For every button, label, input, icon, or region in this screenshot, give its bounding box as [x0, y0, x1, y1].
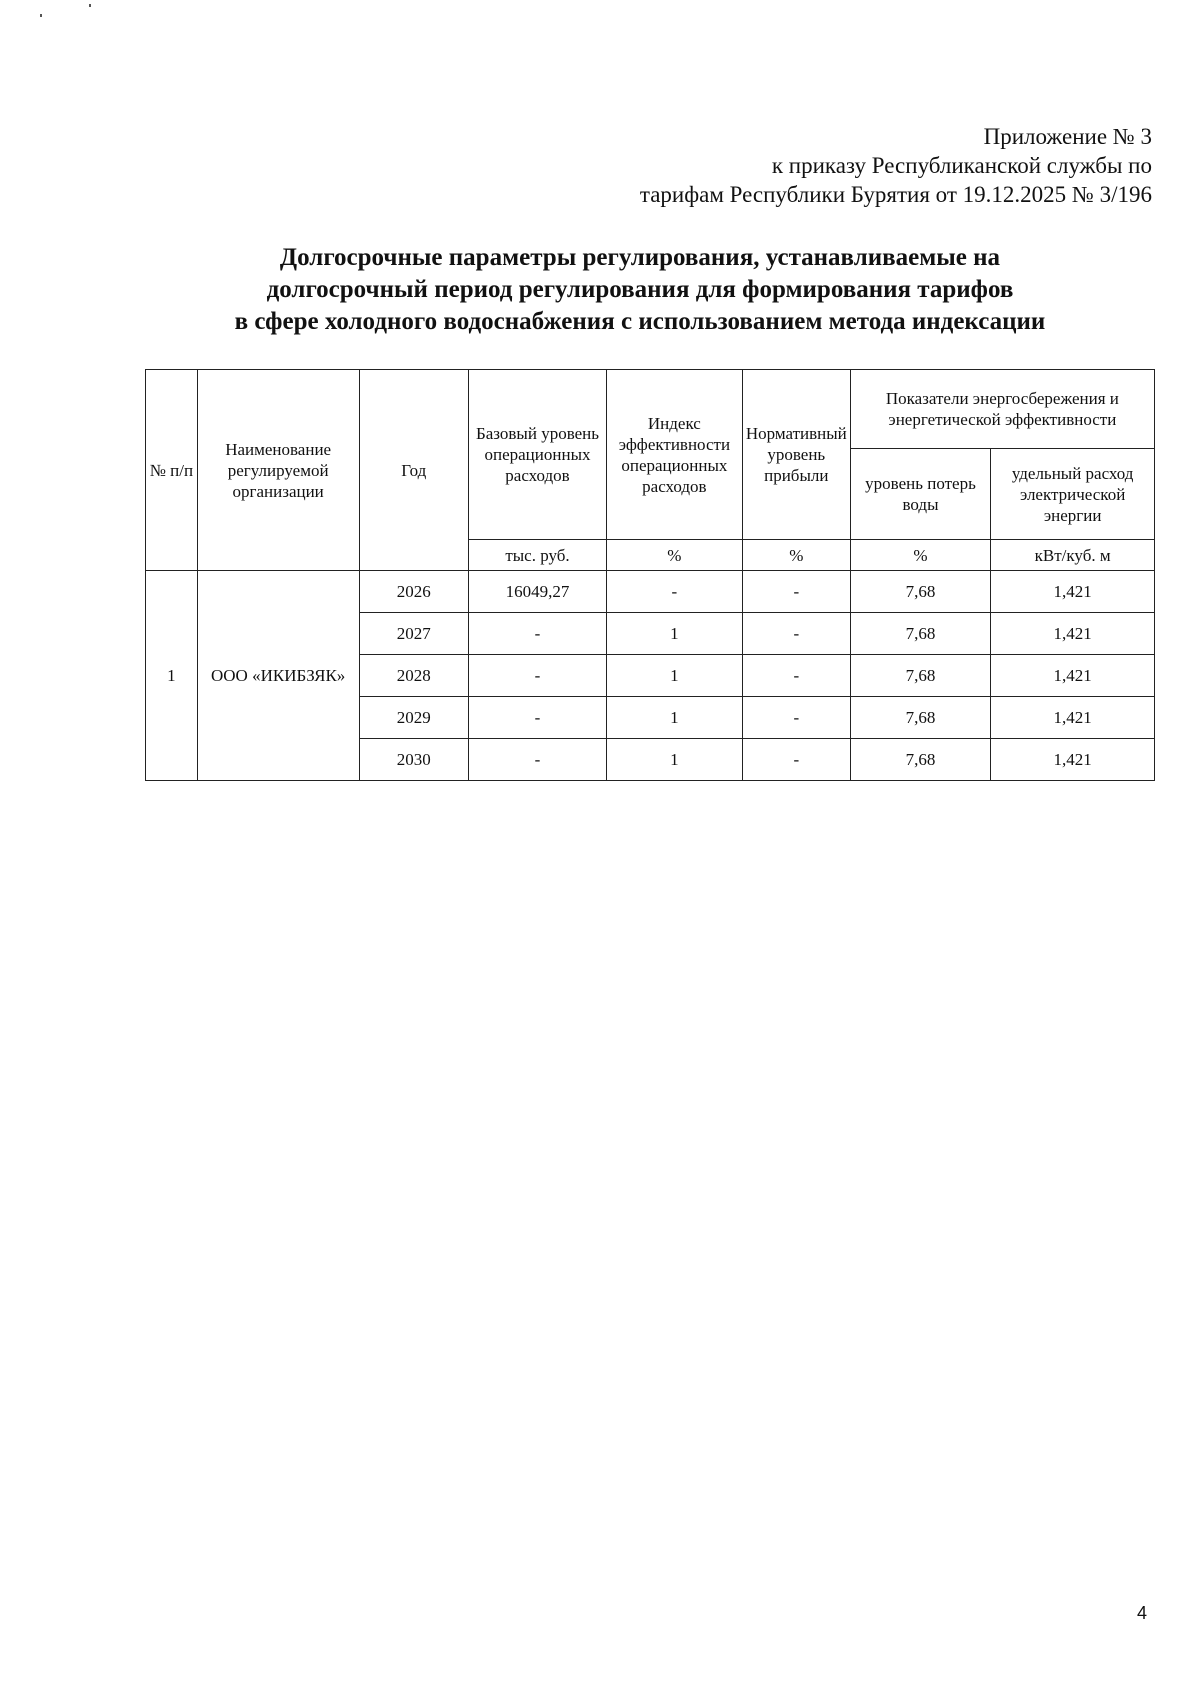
appendix-line: Приложение № 3	[983, 124, 1152, 149]
cell-year: 2026	[359, 571, 469, 613]
org-number: 1	[146, 571, 198, 781]
cell-water-losses: 7,68	[850, 655, 991, 697]
scan-speck	[40, 14, 42, 17]
cell-year: 2028	[359, 655, 469, 697]
cell-efficiency-index: 1	[606, 655, 742, 697]
unit-electricity: кВт/куб. м	[991, 540, 1155, 571]
cell-water-losses: 7,68	[850, 571, 991, 613]
cell-profit-level: -	[742, 613, 850, 655]
cell-electricity: 1,421	[991, 697, 1155, 739]
header-water-losses: уровень потерь воды	[850, 449, 991, 540]
header-base-opex: Базовый уровень операционных расходов	[469, 370, 607, 540]
cell-profit-level: -	[742, 739, 850, 781]
appendix-header	[640, 122, 1152, 209]
cell-year: 2027	[359, 613, 469, 655]
header-year: Год	[359, 370, 469, 571]
cell-electricity: 1,421	[991, 571, 1155, 613]
cell-base-opex: -	[469, 739, 607, 781]
unit-water-losses: %	[850, 540, 991, 571]
cell-profit-level: -	[742, 655, 850, 697]
cell-base-opex: 16049,27	[469, 571, 607, 613]
document-title	[140, 242, 1140, 338]
title-line-1: Долгосрочные параметры регулирования, устанавливаемые на	[279, 244, 1001, 271]
cell-profit-level: -	[742, 571, 850, 613]
cell-water-losses: 7,68	[850, 613, 991, 655]
page-number: 4	[1136, 1603, 1147, 1623]
cell-base-opex: -	[469, 697, 607, 739]
cell-efficiency-index: 1	[606, 613, 742, 655]
unit-profit-level: %	[742, 540, 850, 571]
cell-base-opex: -	[469, 613, 607, 655]
cell-base-opex: -	[469, 655, 607, 697]
header-efficiency-index: Индекс эффективности операционных расходов	[606, 370, 742, 540]
header-row	[146, 370, 1155, 449]
header-electricity-consumption: удельный расход электрической энергии	[991, 449, 1155, 540]
cell-water-losses: 7,68	[850, 739, 991, 781]
cell-efficiency-index: 1	[606, 739, 742, 781]
cell-efficiency-index: 1	[606, 697, 742, 739]
cell-year: 2029	[359, 697, 469, 739]
unit-base-opex: тыс. руб.	[469, 540, 607, 571]
unit-efficiency-index: %	[606, 540, 742, 571]
scan-speck	[89, 4, 91, 7]
org-name: ООО «ИКИБЗЯК»	[197, 571, 359, 781]
appendix-order-line: к приказу Республиканской службы по	[771, 153, 1152, 178]
appendix-date-line: тарифам Республики Бурятия от 19.12.2025 № 3/196	[639, 182, 1152, 207]
cell-efficiency-index: -	[606, 571, 742, 613]
parameters-table	[145, 369, 1155, 781]
title-line-3: в сфере холодного водоснабжения с использованием метода индексации	[234, 308, 1046, 335]
cell-electricity: 1,421	[991, 613, 1155, 655]
cell-profit-level: -	[742, 697, 850, 739]
header-energy-indicators: Показатели энергосбережения и энергетической эффективности	[850, 370, 1154, 449]
cell-water-losses: 7,68	[850, 697, 991, 739]
header-profit-level: Нормативный уровень прибыли	[742, 370, 850, 540]
title-line-2: долгосрочный период регулирования для формирования тарифов	[266, 276, 1014, 303]
header-num: № п/п	[146, 370, 198, 571]
cell-year: 2030	[359, 739, 469, 781]
header-organization: Наименование регулируемой организации	[197, 370, 359, 571]
cell-electricity: 1,421	[991, 655, 1155, 697]
table-row	[146, 571, 1155, 613]
cell-electricity: 1,421	[991, 739, 1155, 781]
